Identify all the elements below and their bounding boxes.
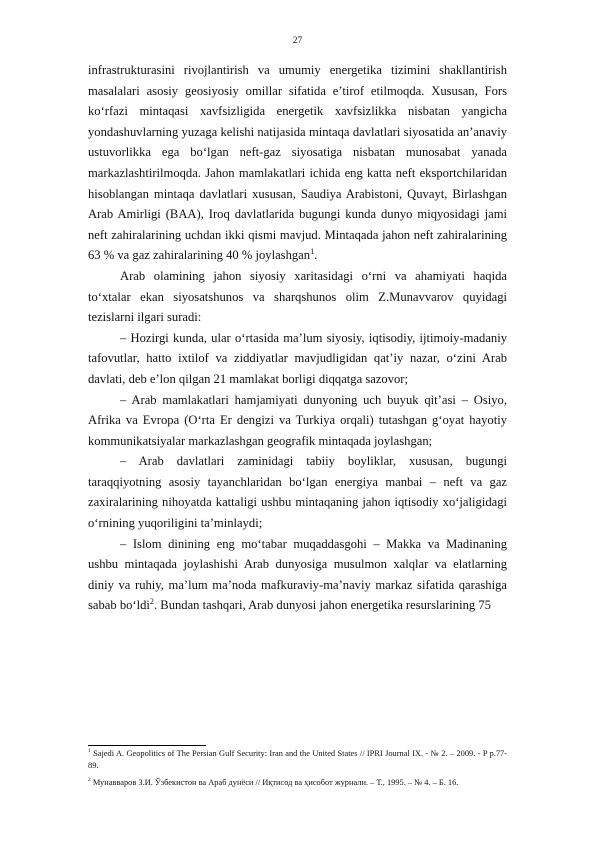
footnote-ref-1: 1 xyxy=(310,247,315,257)
paragraph-6-text: – Islom dinining eng mo‘tabar muqaddasgohi – Makka va Madinaning ushbu mintaqada joylashishi Arab dunyosiga musulmon xalqlar va elatlarning diniy va ruhiy, ma’lum ma’noda mafkuraviy-ma’naviy markaz sifatida qarashiga sabab bo‘ldi xyxy=(88,536,507,613)
footnotes xyxy=(88,748,507,795)
paragraph-1 xyxy=(88,60,507,266)
footnote-1-text: Sajedi A. Geopolitics of The Persian Gulf Security: Iran and the United States // IPRI Journal IX. - № 2. – 2009. - P p.77-89. xyxy=(88,749,507,770)
paragraph-5: – Arab davlatlari zaminidagi tabiiy boyliklar, xususan, bugungi taraqqiyotning asosiy tayanchlaridan bo‘lgan energiya manbai – neft va gaz zaxiralarining nihoyatda kattaligi ushbu mintaqaning jahon iqtisodiy xo‘jaligidagi o‘rnining yuqoriligini ta’minlaydi; xyxy=(88,454,507,531)
paragraph-2: Arab olamining jahon siyosiy xaritasidagi o‘rni va ahamiyati haqida to‘xtalar ekan siyosatshunos va sharqshunos olim Z.Munavvarov quyidagi tezislarni ilgari suradi: xyxy=(88,268,507,325)
footnote-2-number: 2 xyxy=(88,777,91,784)
paragraph-6 xyxy=(88,534,507,616)
footnote-divider xyxy=(88,745,206,746)
paragraph-4: – Arab mamlakatlari hamjamiyati dunyoning uch buyuk qit’asi – Osiyo, Afrika va Evropa (O‘rta Er dengizi va Turkiya orqali) tutashgan g‘oyat hayotiy kommunikatsiyalar markazlashgan geografik mintaqada joylashgan; xyxy=(88,392,507,448)
footnote-1 xyxy=(88,748,507,771)
paragraph-3: – Hozirgi kunda, ular o‘rtasida ma’lum siyosiy, iqtisodiy, ijtimoiy-madaniy tafovutlar, hatto ixtilof va ziddiyatlar mavjudligidan qat’iy nazar, o‘zini Arab davlati, deb e’lon qilgan 21 mamlakat borligi diqqatga sazovor; xyxy=(88,330,507,386)
footnote-ref-2: 2 xyxy=(149,597,154,607)
footnote-2-text: Мунавваров З.И. Ўзбекистон ва Араб дунёси // Иқтисод ва ҳисобот журнали. – Т., 1995. – № 4. – Б. 16. xyxy=(92,778,459,787)
paragraph-6-end: . Bundan tashqari, Arab dunyosi jahon energetika resurslarining 75 xyxy=(154,598,491,613)
footnote-2 xyxy=(88,777,507,789)
paragraph-1-text: infrastrukturasini rivojlantirish va umumiy energetika tizimini shakllantirish masalalari asosiy geosiyosiy omillar sifatida e’tirof etilmoqda. Xususan, Fors ko‘rfazi mintaqasi xavfsizligida energetik xavfsizlikka nisbatan yangicha yondashuvlarning yuzaga kelishi natijasida mintaqa davlatlari siyosatida an’anaviy ustuvorlikka ega bo‘lgan neft-gaz siyosatiga nisbatan munosabat yanada markazlashtirilmoqda. Jahon mamlakatlari ichida eng katta neft eksportchilaridan hisoblangan mintaqa davlatlari xususan, Saudiya Arabistoni, Quvayt, Birlashgan Arab Amirligi (BAA), Iroq davlatlarida bugungi kunda dunyo miqyosidagi jami neft zahiralarining uchdan ikki qismi mavjud. Mintaqada jahon neft zahiralarining 63 % va gaz zahiralarining 40 % joylashgan xyxy=(88,63,507,263)
body-text xyxy=(88,60,507,616)
footnote-1-number: 1 xyxy=(88,748,91,755)
paragraph-1-end: . xyxy=(314,248,318,263)
page-number: 27 xyxy=(292,36,303,46)
